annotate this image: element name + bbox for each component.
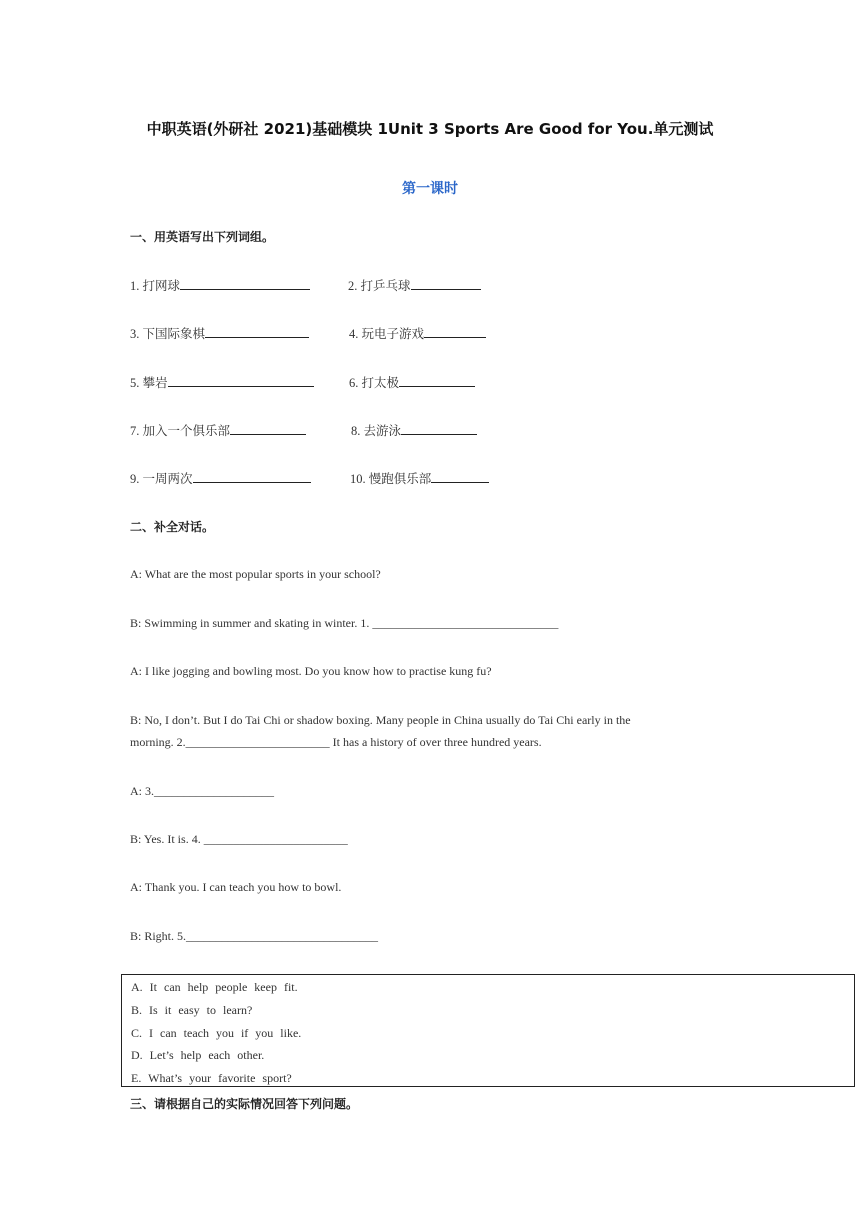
vocab-item [348,276,481,294]
vocab-item [350,469,489,487]
item-number: 8. [351,424,361,438]
item-text: 打网球 [142,279,181,293]
item-text: 加入一个俱乐部 [142,424,231,438]
item-text: 打太极 [361,376,400,390]
item-text: 慢跑俱乐部 [368,472,432,486]
dialogue-line: morning. 2.________________________ It has a history of over three hundred years. [130,735,542,749]
dialogue-line: A: What are the most popular sports in your school? [130,567,381,581]
section-2-heading: 二、补全对话。 [130,520,215,534]
item-number: 5. [130,376,140,390]
vocab-item [351,421,477,439]
vocab-item [349,373,475,391]
item-text: 一周两次 [142,472,193,486]
dialogue-line: B: Right. 5.________________________________ [130,929,379,943]
item-number: 9. [130,472,140,486]
vocab-item [130,421,306,439]
document-title: 中职英语(外研社 2021)基础模块 1Unit 3 Sports Are Good for You.单元测试 [146,120,714,138]
option-b: B. Is it easy to learn? [131,1003,253,1017]
section-1-heading: 一、用英语写出下列词组。 [130,230,275,244]
vocab-item [130,469,311,487]
item-text: 打乒乓球 [360,279,411,293]
dialogue-line: B: Yes. It is. 4. ________________________ [130,832,348,846]
dialogue-line: B: No, I don’t. But I do Tai Chi or shadow boxing. Many people in China usually do Tai Chi early in the [130,713,631,727]
answer-blank[interactable] [230,422,306,435]
lesson-title: 第一课时 [402,181,458,197]
vocab-item [349,324,486,342]
item-text: 去游泳 [363,424,402,438]
item-number: 1. [130,279,140,293]
answer-blank[interactable] [180,277,310,290]
option-a: A. It can help people keep fit. [131,980,298,994]
answer-blank[interactable] [205,325,309,338]
dialogue-line: A: I like jogging and bowling most. Do you know how to practise kung fu? [130,664,492,678]
answer-blank[interactable] [399,374,475,387]
option-c: C. I can teach you if you like. [131,1026,302,1040]
item-number: 3. [130,327,140,341]
answer-blank[interactable] [411,277,481,290]
item-text: 下国际象棋 [142,327,206,341]
item-text: 玩电子游戏 [361,327,425,341]
section-3-heading: 三、请根据自己的实际情况回答下列问题。 [130,1097,359,1111]
item-number: 6. [349,376,359,390]
item-number: 4. [349,327,359,341]
vocab-item [130,276,310,294]
answer-blank[interactable] [431,470,489,483]
answer-blank[interactable] [401,422,477,435]
answer-blank[interactable] [193,470,311,483]
dialogue-line: A: 3.____________________ [130,784,274,798]
dialogue-line: A: Thank you. I can teach you how to bowl. [130,880,342,894]
vocab-item [130,324,309,342]
item-number: 7. [130,424,140,438]
option-d: D. Let’s help each other. [131,1048,265,1062]
options-box [121,974,855,1087]
item-number: 10. [350,472,366,486]
answer-blank[interactable] [424,325,486,338]
item-text: 攀岩 [142,376,168,390]
item-number: 2. [348,279,358,293]
vocab-item [130,373,314,391]
answer-blank[interactable] [168,374,314,387]
dialogue-line: B: Swimming in summer and skating in winter. 1. _______________________________ [130,616,559,630]
option-e: E. What’s your favorite sport? [131,1071,292,1085]
